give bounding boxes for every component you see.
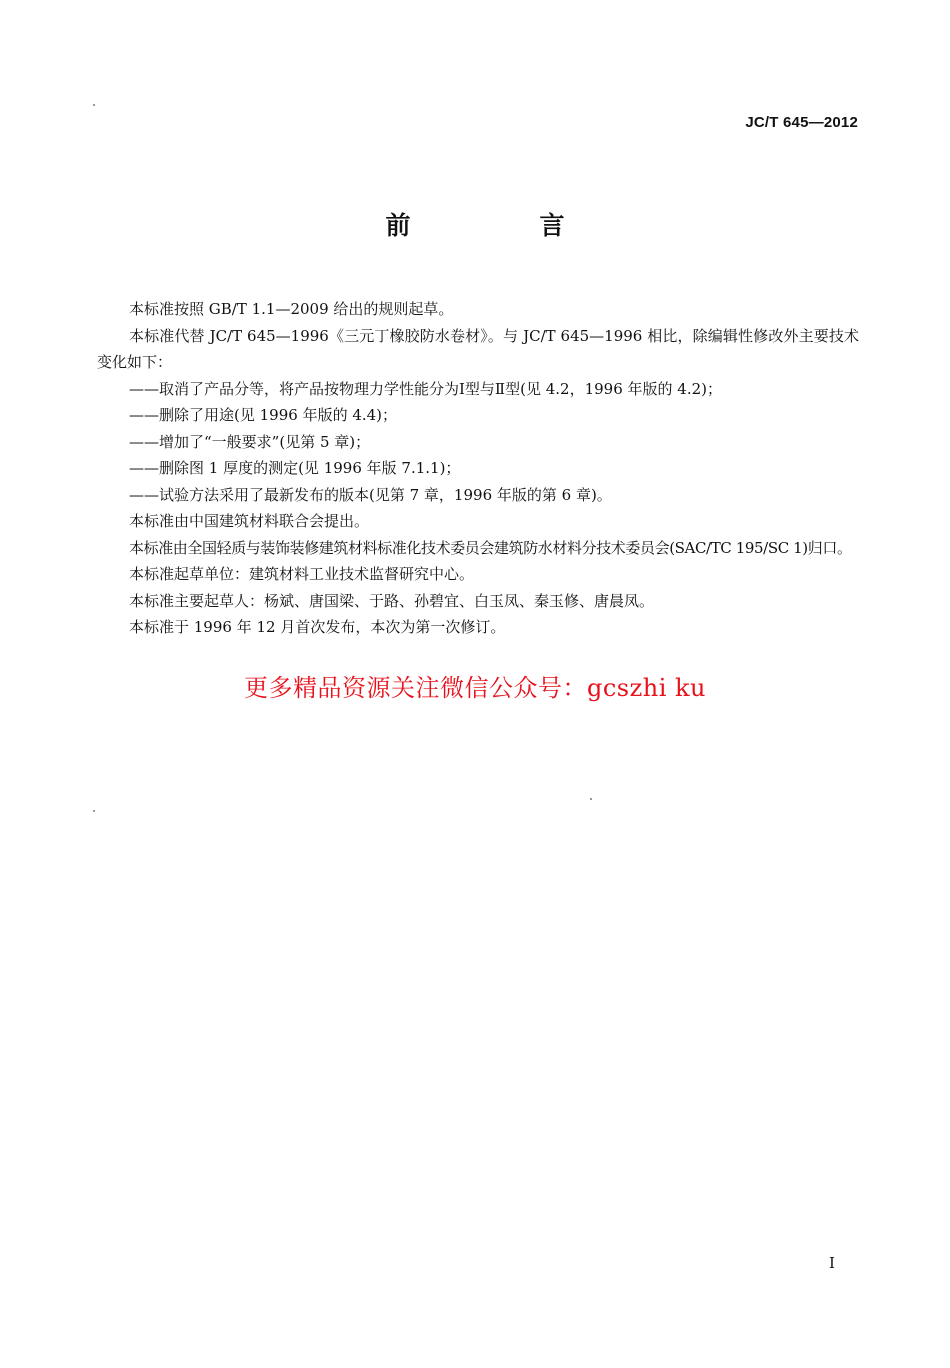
list-item: ——增加了“一般要求”(见第 5 章)； xyxy=(129,432,371,451)
paragraph: 本标准由中国建筑材料联合会提出。 xyxy=(129,512,370,530)
paragraph: 本标准由全国轻质与装饰装修建筑材料标准化技术委员会建筑防水材料分技术委员会(SAC/TC 195/SC 1)归口。 xyxy=(129,538,852,557)
promo-banner: 更多精品资源关注微信公众号：gcszhi ku xyxy=(243,674,707,702)
page-title: 前 言 xyxy=(385,211,617,240)
paragraph: 本标准主要起草人：杨斌、唐国梁、于路、孙碧宜、白玉凤、秦玉修、唐晨凤。 xyxy=(129,591,655,610)
paragraph: 本标准按照 GB/T 1.1—2009 给出的规则起草。 xyxy=(129,300,454,318)
list-item: ——试验方法采用了最新发布的版本(见第 7 章，1996 年版的第 6 章)。 xyxy=(129,485,612,504)
list-item: ——取消了产品分等，将产品按物理力学性能分为Ⅰ型与Ⅱ型(见 4.2，1996 年版的 4.2)； xyxy=(129,379,723,398)
list-item: ——删除了用途(见 1996 年版的 4.4)； xyxy=(129,406,398,424)
paragraph: 本标准于 1996 年 12 月首次发布，本次为第一次修订。 xyxy=(129,618,506,636)
scan-speck xyxy=(590,798,592,800)
standard-code: JC/T 645—2012 xyxy=(745,114,858,131)
foreword-body xyxy=(97,296,859,641)
scan-speck xyxy=(93,104,95,106)
paragraph: 本标准代替 JC/T 645—1996《三元丁橡胶防水卷材》。与 JC/T 645—1996 相比，除编辑性修改外主要技术变化如下： xyxy=(97,326,859,371)
paragraph: 本标准起草单位：建筑材料工业技术监督研究中心。 xyxy=(129,565,475,583)
scan-speck xyxy=(93,810,95,812)
page-number: I xyxy=(829,1254,835,1272)
list-item: ——删除图 1 厚度的测定(见 1996 年版 7.1.1)； xyxy=(129,459,461,477)
